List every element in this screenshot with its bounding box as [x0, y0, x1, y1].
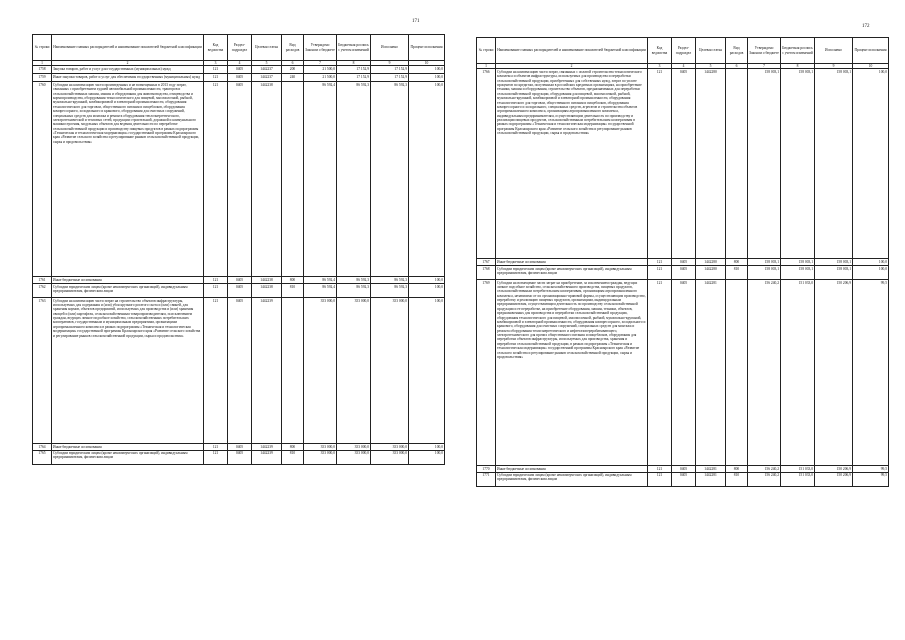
row-number: 1758 [33, 66, 52, 74]
approved-amount: 86 592,4 [304, 277, 337, 284]
column-number: 2 [52, 61, 204, 66]
header-target-article: Целевая статья [696, 38, 726, 64]
department-code: 121 [648, 259, 672, 266]
expense-type: 810 [726, 472, 748, 486]
expense-type: 810 [726, 265, 748, 279]
execution-percent: 100,0 [853, 259, 889, 266]
budget-table [476, 37, 889, 487]
executed-amount: 86 592,3 [371, 82, 409, 277]
expense-type: 800 [282, 443, 304, 450]
execution-percent: 99,5 [853, 472, 889, 486]
department-code: 121 [204, 450, 228, 464]
table-header-row [33, 35, 445, 61]
target-article: 1442237 [252, 74, 282, 82]
executed-amount: 158 003,1 [815, 259, 853, 266]
row-number: 1761 [33, 277, 52, 284]
department-code: 121 [204, 82, 228, 277]
target-article: 1442280 [696, 69, 726, 259]
table-row [33, 450, 445, 464]
column-number: 1 [33, 61, 52, 66]
schedule-amount: 17 152,9 [337, 66, 371, 74]
row-number: 1770 [477, 465, 496, 472]
expense-type: 800 [726, 465, 748, 472]
department-code: 121 [204, 74, 228, 82]
target-article: 1442281 [696, 472, 726, 486]
department-code: 121 [204, 277, 228, 284]
header-row-number: № строки [33, 35, 52, 61]
budget-table [32, 34, 445, 465]
column-number: 6 [282, 61, 304, 66]
column-number: 7 [304, 61, 337, 66]
expense-type [726, 279, 748, 465]
executed-amount: 17 152,9 [371, 66, 409, 74]
table-row [33, 74, 445, 82]
header-department-code: Код ведомства [204, 35, 228, 61]
expense-type: 810 [282, 283, 304, 297]
column-number: 9 [371, 61, 409, 66]
approved-amount: 353 000,0 [304, 297, 337, 443]
expense-type [282, 297, 304, 443]
expense-type: 800 [282, 277, 304, 284]
column-number: 10 [409, 61, 445, 66]
expense-type: 810 [282, 450, 304, 464]
expense-type: 800 [726, 259, 748, 266]
target-article: 1442280 [696, 265, 726, 279]
target-article: 1442239 [252, 297, 282, 443]
table-row [33, 297, 445, 443]
schedule-amount: 151 033,0 [781, 472, 815, 486]
item-name: Субсидии юридическим лицам (кроме некоммерческих организаций), индивидуальным предпринимателям, физическим лицам [496, 472, 648, 486]
header-expense-type: Вид расходов [726, 38, 748, 64]
row-number: 1768 [477, 265, 496, 279]
column-number: 10 [853, 64, 889, 69]
expense-type: 200 [282, 66, 304, 74]
header-section: Раздел-подраздел [672, 38, 696, 64]
schedule-amount: 17 152,9 [337, 74, 371, 82]
table-header-row [477, 38, 889, 64]
department-code: 121 [204, 66, 228, 74]
executed-amount: 158 003,1 [815, 69, 853, 259]
execution-percent: 99,5 [853, 465, 889, 472]
execution-percent: 100,0 [409, 297, 445, 443]
item-name: Иные бюджетные ассигнования [496, 465, 648, 472]
executed-amount: 86 592,3 [371, 277, 409, 284]
section-code: 0405 [672, 265, 696, 279]
target-article: 1442280 [696, 259, 726, 266]
header-percent: Процент исполнения [409, 35, 445, 61]
department-code: 121 [204, 297, 228, 443]
schedule-amount: 158 003,1 [781, 69, 815, 259]
executed-amount: 353 000,0 [371, 297, 409, 443]
approved-amount: 353 000,0 [304, 443, 337, 450]
approved-amount: 86 592,4 [304, 82, 337, 277]
table-row [33, 283, 445, 297]
item-name: Субсидии на компенсацию части произведенных и не возмещенных в 2013 году затрат, связанных с приобретением худшей автомобильной промышленности, тракторов и сельскохозяйственных машин, машин и оборудования для животноводства, птицеводства и кормопроизводства, оборудования технологического для пищевой, мясомолочной, рыбной, мукомольно-крупяной, комбикормовой и элеваторной промышленности, оборудования технологического для торговли, общественного питания и пищеблоков, оборудования компрессорного, холодильного и кранового, оборудования для очистных сооружений, специальных средств для монтажа и ремонта оборудования теплоэнергетического, электротехнической и тепловых сетей, продукции строительной, дорожной и коммунального машиностроения, модульных объектов для ведения деятельности по переработке сельскохозяйственной продукции и производству пищевых продуктов в рамках подпрограммы «Техническая и технологическая модернизация» государственной программы Красноярского края «Развитие сельского хозяйства и регулирование рынков сельскохозяйственной продукции, сырья и продовольствия» [52, 82, 204, 277]
row-number: 1759 [33, 74, 52, 82]
column-number: 5 [696, 64, 726, 69]
approved-amount: 353 000,0 [304, 450, 337, 464]
row-number: 1763 [33, 297, 52, 443]
table-row [477, 279, 889, 465]
approved-amount: 158 003,1 [748, 259, 781, 266]
department-code: 121 [648, 279, 672, 465]
schedule-amount: 353 000,0 [337, 450, 371, 464]
header-expense-type: Вид расходов [282, 35, 304, 61]
item-name: Субсидии юридическим лицам (кроме некоммерческих организаций), индивидуальным предпринимателям, физическим лицам [52, 450, 204, 464]
target-article: 1442237 [252, 66, 282, 74]
executed-amount: 158 003,1 [815, 265, 853, 279]
item-name: Субсидии на компенсацию части затрат на строительство объектов инфраструктуры, используемых для содержания и (или) убоя крупного рогатого скота и (или) свиней, для хранения кормов, объектов предприятий, используемых для производства и (или) хранения овощей и (или) картофеля, сельскохозяйственным товаропроизводителям, за исключением граждан, ведущих личное подсобное хозяйство, сельскохозяйственных потребительских кооперативов, государственным и муниципальным предприятиям, организациям агропромышленного комплекса в рамках подпрограммы «Техническая и технологическая модернизация» государственной программы Красноярского края «Развитие сельского хозяйства и регулирование рынков сельскохозяйственной продукции, сырья и продовольствия» [52, 297, 204, 443]
schedule-amount: 86 592,3 [337, 277, 371, 284]
item-name: Субсидии на возмещение части затрат на приобретение, за исключением граждан, ведущих личное подсобное хозяйство, сельскохозяйственного производства, пищевых продуктов, сельскохозяйственным потребительским кооперативам, организациям агропромышленного комплекса, независимо от их организационно-правовой формы, осуществляющим производство, переработку и реализацию пищевых продуктов, организациям, индивидуальным предпринимателям, осуществляющим деятельность по производству сельскохозяйственной продукции и ее переработке, на приобретение оборудования, машин, техники, объектов, предназначенных для производства и переработки сельскохозяйственной продукции, оборудования технологического для пищевой, мясомолочной, рыбной, мукомольно-крупяной, комбикормовой и элеваторной промышленности, оборудования компрессорного, холодильного и кранового, оборудования для очистных сооружений, специальных средств для монтажа и ремонта оборудования теплоэнергетического и нефтегазоперерабатывающего, электротехнического для прочих общественного питания и пищеблоков, оборудования для переработки объектов инфраструктуры, используемых для производства, хранения и переработки сельскохозяйственной продукции, в рамках подпрограммы «Техническая и технологическая модернизация» государственной программы Красноярского края «Развитие сельского хозяйства и регулирование рынков сельскохозяйственной продукции, сырья и продовольствия» [496, 279, 648, 465]
section-code: 0405 [228, 82, 252, 277]
department-code: 121 [648, 69, 672, 259]
table-row [477, 69, 889, 259]
target-article: 1442239 [252, 450, 282, 464]
row-number: 1762 [33, 283, 52, 297]
approved-amount: 156 240,2 [748, 279, 781, 465]
row-number: 1765 [33, 450, 52, 464]
target-article: 1442281 [696, 279, 726, 465]
section-code: 0405 [228, 297, 252, 443]
section-code: 0405 [672, 472, 696, 486]
target-article: 1442281 [696, 465, 726, 472]
execution-percent: 100,0 [409, 277, 445, 284]
header-executed: Исполнено [371, 35, 409, 61]
schedule-amount: 158 003,1 [781, 265, 815, 279]
target-article: 1442238 [252, 283, 282, 297]
approved-amount: 86 592,4 [304, 283, 337, 297]
department-code: 121 [204, 283, 228, 297]
header-budget-schedule: Бюджетная роспись с учетом изменений [781, 38, 815, 64]
execution-percent: 100,0 [409, 283, 445, 297]
row-number: 1771 [477, 472, 496, 486]
row-number: 1769 [477, 279, 496, 465]
department-code: 121 [648, 472, 672, 486]
header-budget-schedule: Бюджетная роспись с учетом изменений [337, 35, 371, 61]
expense-type: 240 [282, 74, 304, 82]
item-name: Иные закупки товаров, работ и услуг для обеспечения государственных (муниципальных) нужд [52, 74, 204, 82]
item-name: Субсидии юридическим лицам (кроме некоммерческих организаций), индивидуальным предпринимателям, физическим лицам [52, 283, 204, 297]
header-name: Наименование главных распорядителей и наименование показателей бюджетной классификации [52, 35, 204, 61]
column-number: 6 [726, 64, 748, 69]
page-number: 171 [412, 19, 420, 24]
executed-amount: 353 000,0 [371, 450, 409, 464]
section-code: 0405 [672, 259, 696, 266]
executed-amount: 150 206,9 [815, 465, 853, 472]
header-approved: Утверждено Законом о бюджете [304, 35, 337, 61]
item-name: Субсидии на компенсацию части затрат, связанных с оплатой строительства технологического комплекса и объектов инфраструктуры, используемых для производства и переработки сельскохозяйственной продукции, приобретенных для собственных нужд, затрат по уплате процентов по кредитам, полученным в российских кредитных организациях, на приобретение техники, машин и оборудования, строительство объектов, предназначенных для переработки сельскохозяйственной продукции, оборудования для пищевой, мясомолочной, рыбной, мукомольно-крупяной, комбикормовой и элеваторной промышленности, оборудования технологического для торговли, общественного питания и пищеблоков, оборудования компрессорного и холодильного, специальных средств, агрегатов и строительства объектов агропромышленного комплекса, организациям агропромышленного комплекса, индивидуальным предпринимателям, осуществляющим деятельность по производству и реализации пищевых продуктов, сельскохозяйственным потребительским кооперативам в рамках подпрограммы «Техническая и технологическая модернизация» государственной программы Красноярского края «Развитие сельского хозяйства и регулирование рынков сельскохозяйственной продукции, сырья и продовольствия» [496, 69, 648, 259]
header-percent: Процент исполнения [853, 38, 889, 64]
column-number: 1 [477, 64, 496, 69]
column-number: 9 [815, 64, 853, 69]
row-number: 1766 [477, 69, 496, 259]
section-code: 0405 [228, 277, 252, 284]
execution-percent: 100,0 [409, 443, 445, 450]
section-code: 0405 [228, 66, 252, 74]
executed-amount: 86 592,3 [371, 283, 409, 297]
header-section: Раздел-подраздел [228, 35, 252, 61]
executed-amount: 17 152,9 [371, 74, 409, 82]
table-row [477, 472, 889, 486]
column-number: 4 [228, 61, 252, 66]
execution-percent: 100,0 [409, 450, 445, 464]
section-code: 0405 [672, 279, 696, 465]
expense-type [726, 69, 748, 259]
column-number: 3 [648, 64, 672, 69]
column-number: 8 [337, 61, 371, 66]
schedule-amount: 151 033,0 [781, 465, 815, 472]
table-row [33, 66, 445, 74]
column-number: 5 [252, 61, 282, 66]
execution-percent: 100,0 [853, 265, 889, 279]
header-approved: Утверждено Законом о бюджете [748, 38, 781, 64]
department-code: 121 [648, 465, 672, 472]
column-number: 2 [496, 64, 648, 69]
execution-percent: 100,0 [409, 74, 445, 82]
target-article: 1442239 [252, 443, 282, 450]
table-row [477, 265, 889, 279]
executed-amount: 150 206,9 [815, 279, 853, 465]
approved-amount: 21 500,0 [304, 74, 337, 82]
section-code: 0405 [228, 450, 252, 464]
execution-percent: 100,0 [409, 82, 445, 277]
execution-percent: 99,5 [853, 279, 889, 465]
item-name: Иные бюджетные ассигнования [496, 259, 648, 266]
schedule-amount: 158 003,1 [781, 259, 815, 266]
target-article: 1442238 [252, 82, 282, 277]
header-target-article: Целевая статья [252, 35, 282, 61]
row-number: 1760 [33, 82, 52, 277]
execution-percent: 100,0 [853, 69, 889, 259]
approved-amount: 156 240,2 [748, 465, 781, 472]
schedule-amount: 353 000,0 [337, 443, 371, 450]
section-code: 0405 [672, 465, 696, 472]
header-name: Наименование главных распорядителей и наименование показателей бюджетной классификации [496, 38, 648, 64]
column-number: 8 [781, 64, 815, 69]
item-name: Иные бюджетные ассигнования [52, 277, 204, 284]
department-code: 121 [648, 265, 672, 279]
page-number: 172 [862, 24, 870, 29]
header-row-number: № строки [477, 38, 496, 64]
department-code: 121 [204, 443, 228, 450]
schedule-amount: 86 592,3 [337, 82, 371, 277]
column-number: 7 [748, 64, 781, 69]
approved-amount: 158 003,1 [748, 69, 781, 259]
executed-amount: 353 000,0 [371, 443, 409, 450]
column-number: 3 [204, 61, 228, 66]
column-number: 4 [672, 64, 696, 69]
header-department-code: Код ведомства [648, 38, 672, 64]
item-name: Субсидии юридическим лицам (кроме некоммерческих организаций), индивидуальным предпринимателям, физическим лицам [496, 265, 648, 279]
schedule-amount: 353 000,0 [337, 297, 371, 443]
expense-type [282, 82, 304, 277]
schedule-amount: 151 033,0 [781, 279, 815, 465]
executed-amount: 150 206,9 [815, 472, 853, 486]
approved-amount: 156 240,2 [748, 472, 781, 486]
table-row [33, 82, 445, 277]
header-executed: Исполнено [815, 38, 853, 64]
item-name: Закупка товаров, работ и услуг для государственных (муниципальных) нужд [52, 66, 204, 74]
row-number: 1767 [477, 259, 496, 266]
schedule-amount: 86 592,3 [337, 283, 371, 297]
item-name: Иные бюджетные ассигнования [52, 443, 204, 450]
section-code: 0405 [672, 69, 696, 259]
approved-amount: 158 003,1 [748, 265, 781, 279]
row-number: 1764 [33, 443, 52, 450]
section-code: 0405 [228, 283, 252, 297]
section-code: 0405 [228, 74, 252, 82]
approved-amount: 21 500,0 [304, 66, 337, 74]
target-article: 1442238 [252, 277, 282, 284]
execution-percent: 100,0 [409, 66, 445, 74]
section-code: 0405 [228, 443, 252, 450]
